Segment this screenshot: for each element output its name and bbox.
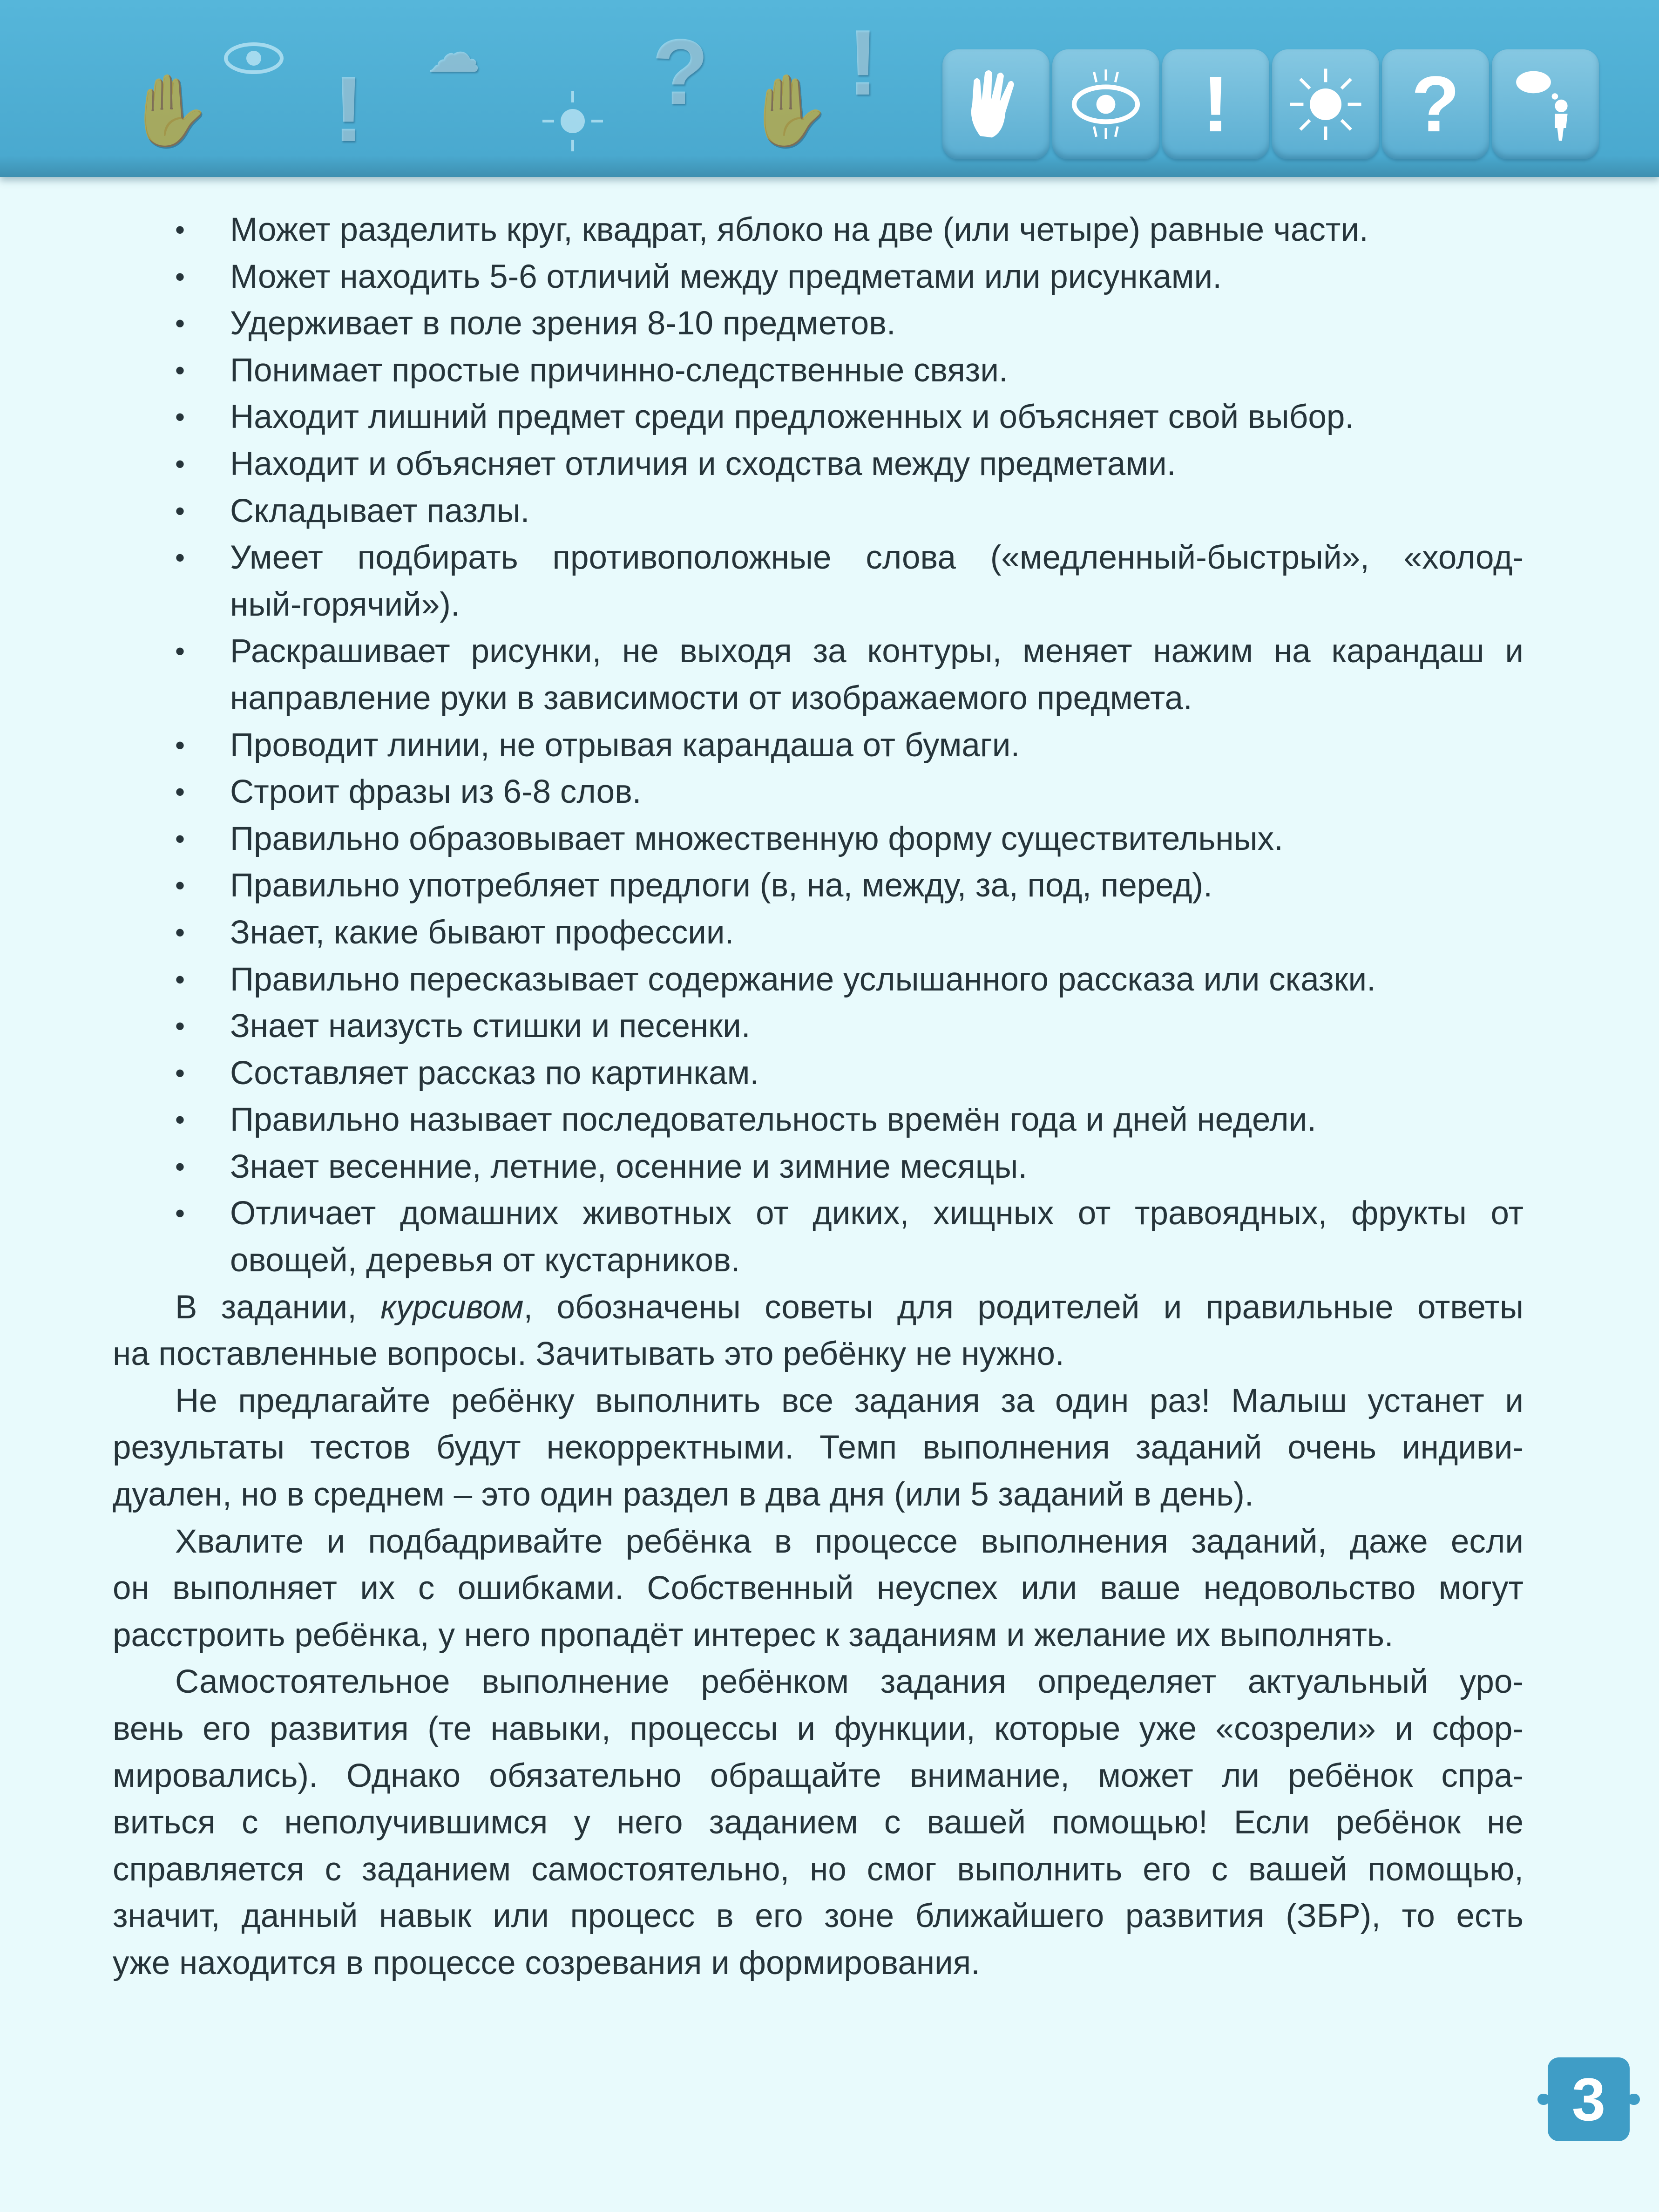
sun-icon — [1272, 49, 1379, 159]
bullet-text-line: Правильно пересказывает содержание услышанного рассказа или сказки. — [230, 961, 1376, 998]
bullet-text-line: Проводит линии, не отрывая карандаша от бумаги. — [230, 726, 1020, 764]
hand-icon: ✋ — [745, 71, 832, 149]
paragraph-line — [175, 1284, 1524, 1331]
paragraph — [0, 1284, 1659, 1378]
bullet-marker: • — [175, 214, 185, 245]
bullet-marker: • — [175, 308, 185, 339]
text-segment: дуален, но в среднем – это один раздел в два дня (или 5 заданий в день). — [113, 1476, 1254, 1513]
bullet-marker: • — [175, 823, 185, 855]
bullet-text-line: Знает весенние, летние, осенние и зимние месяцы. — [230, 1148, 1028, 1185]
paragraph-line — [113, 1799, 1524, 1846]
paragraph-line — [113, 1940, 1524, 1987]
bullet-text-line: овощей, деревья от кустарников. — [230, 1242, 740, 1279]
question-icon: ? — [652, 20, 709, 124]
paragraph — [0, 1519, 1659, 1659]
bullet-marker: • — [175, 401, 185, 433]
parent-advice-text — [0, 1284, 1659, 1987]
text-segment: расстроить ребёнка, у него пропадёт интерес к заданиям и желание их выполнять. — [113, 1616, 1394, 1654]
paragraph-line — [113, 1846, 1524, 1893]
paragraph — [0, 1378, 1659, 1519]
bullet-text-line: Умеет подбирать противоположные слова («медленный-быстрый», «холод- — [230, 539, 1524, 577]
bullet-marker: • — [175, 964, 185, 995]
bullet-marker: • — [175, 729, 185, 761]
bullet-item — [0, 207, 1659, 254]
paragraph-line — [113, 1893, 1524, 1940]
bullet-marker: • — [175, 870, 185, 902]
bullet-text-line: Правильно употребляет предлоги (в, на, между, за, под, перед). — [230, 867, 1212, 904]
text-segment: мировались). Однако обязательно обращайте внимание, может ли ребёнок спра- — [113, 1757, 1524, 1794]
bullet-item — [0, 394, 1659, 441]
bullet-marker: • — [175, 1057, 185, 1089]
cloud-person-icon — [1492, 49, 1599, 159]
sun-icon — [540, 88, 605, 154]
exclamation-icon: ! — [847, 11, 879, 115]
icon-tiles — [942, 49, 1599, 159]
bullet-marker: • — [175, 448, 185, 480]
page-number: 3 — [1548, 2057, 1630, 2141]
paragraph — [0, 1659, 1659, 1987]
eye-icon — [219, 28, 289, 88]
text-segment: вень его развития (те навыки, процессы и функции, которые уже «созрели» и сфор- — [113, 1710, 1524, 1747]
bullet-marker: • — [175, 542, 185, 574]
paragraph-line — [175, 1519, 1524, 1566]
bullet-item — [0, 488, 1659, 535]
bullet-item — [0, 441, 1659, 488]
page-header-banner — [0, 0, 1659, 177]
bullet-text-line: Строит фразы из 6-8 слов. — [230, 774, 642, 811]
bullet-marker: • — [175, 495, 185, 527]
bullet-text-line: Может разделить круг, квадрат, яблоко на две (или четыре) равные части. — [230, 211, 1368, 248]
bullet-marker: • — [175, 1104, 185, 1136]
text-segment: В задании, — [175, 1289, 381, 1326]
bullet-marker: • — [175, 636, 185, 667]
paragraph-line — [175, 1378, 1524, 1425]
bullet-item — [0, 909, 1659, 957]
paragraph-line — [113, 1753, 1524, 1800]
bullet-marker: • — [175, 1011, 185, 1042]
bullet-text-line: Может находить 5-6 отличий между предметами или рисунками. — [230, 258, 1222, 295]
text-segment: уже находится в процессе созревания и формирования. — [113, 1944, 980, 1981]
bullet-item — [0, 862, 1659, 909]
paragraph-line — [113, 1612, 1524, 1659]
bullet-item — [0, 300, 1659, 347]
bullet-item — [0, 1144, 1659, 1191]
bullet-text-line: Знает наизусть стишки и песенки. — [230, 1008, 751, 1045]
bullet-text-line: Правильно образовывает множественную форму существительных. — [230, 820, 1283, 857]
text-segment: результаты тестов будут некорректными. Темп выполнения заданий очень индиви- — [113, 1429, 1524, 1466]
text-segment: , обозначены советы для родителей и правильные ответы — [523, 1289, 1524, 1326]
bullet-marker: • — [175, 1198, 185, 1229]
text-segment: Не предлагайте ребёнку выполнить все задания за один раз! Малыш устанет и — [175, 1382, 1524, 1419]
bullet-item — [0, 816, 1659, 863]
bullet-item — [0, 769, 1659, 816]
bullet-text-line: Отличает домашних животных от диких, хищных от травоядных, фрукты от — [230, 1195, 1524, 1232]
paragraph-line — [113, 1331, 1524, 1378]
bullet-text-line: Раскрашивает рисунки, не выходя за контуры, меняет нажим на карандаш и — [230, 633, 1524, 670]
paragraph-line — [113, 1565, 1524, 1612]
skills-bullet-list — [0, 207, 1659, 1284]
text-segment: виться с неполучившимся у него заданием с вашей помощью! Если ребёнок не — [113, 1804, 1524, 1841]
bullet-item — [0, 1003, 1659, 1050]
bullet-text-line: ный-горячий»). — [230, 586, 460, 623]
bullet-marker: • — [175, 354, 185, 386]
paragraph-line — [113, 1706, 1524, 1753]
bullet-item — [0, 957, 1659, 1004]
exclamation-icon: ! — [333, 57, 364, 161]
text-segment: значит, данный навык или процесс в его зоне ближайшего развития (ЗБР), то есть — [113, 1898, 1524, 1935]
hand-icon — [942, 49, 1050, 159]
cloud-person-icon: ☁ — [428, 25, 480, 82]
bullet-text-line: Знает, какие бывают профессии. — [230, 914, 734, 951]
bullet-item — [0, 1190, 1659, 1284]
bullet-marker: • — [175, 916, 185, 948]
bullet-item — [0, 535, 1659, 628]
eye-icon — [1052, 49, 1159, 159]
text-segment: справляется с заданием самостоятельно, но смог выполнить его с вашей помощью, — [113, 1851, 1524, 1888]
bullet-item — [0, 1097, 1659, 1144]
question-icon: ? — [1382, 49, 1489, 159]
bullet-text-line: Удерживает в поле зрения 8-10 предметов. — [230, 305, 896, 342]
bullet-marker: • — [175, 1151, 185, 1182]
bullet-text-line: Складывает пазлы. — [230, 492, 530, 529]
bullet-text-line: направление руки в зависимости от изображаемого предмета. — [230, 679, 1192, 717]
bullet-text-line: Правильно называет последовательность времён года и дней недели. — [230, 1101, 1316, 1139]
text-segment: Хвалите и подбадривайте ребёнка в процессе выполнения заданий, даже если — [175, 1523, 1524, 1560]
paragraph-line — [113, 1472, 1524, 1519]
paragraph-line — [113, 1425, 1524, 1472]
bullet-item — [0, 347, 1659, 394]
text-segment: на поставленные вопросы. Зачитывать это ребёнку не нужно. — [113, 1336, 1064, 1373]
bullet-item — [0, 254, 1659, 301]
bullet-text-line: Находит и объясняет отличия и сходства между предметами. — [230, 445, 1176, 482]
hand-icon: ✋ — [126, 71, 213, 149]
bullet-text-line: Понимает простые причинно-следственные связи. — [230, 352, 1008, 389]
text-segment: Самостоятельное выполнение ребёнком задания определяет актуальный уро- — [175, 1663, 1524, 1701]
bullet-marker: • — [175, 261, 185, 292]
italic-text: курсивом — [380, 1289, 524, 1326]
paragraph-line — [175, 1659, 1524, 1706]
bullet-marker: • — [175, 776, 185, 808]
bullet-text-line: Находит лишний предмет среди предложенных и объясняет свой выбор. — [230, 399, 1354, 436]
bullet-text-line: Составляет рассказ по картинкам. — [230, 1054, 759, 1092]
bullet-item — [0, 722, 1659, 769]
bullet-item — [0, 1050, 1659, 1097]
page-body — [0, 207, 1659, 1987]
text-segment: он выполняет их с ошибками. Собственный неуспех или ваше недовольство могут — [113, 1570, 1524, 1607]
bullet-item — [0, 628, 1659, 722]
exclamation-icon: ! — [1162, 49, 1269, 159]
